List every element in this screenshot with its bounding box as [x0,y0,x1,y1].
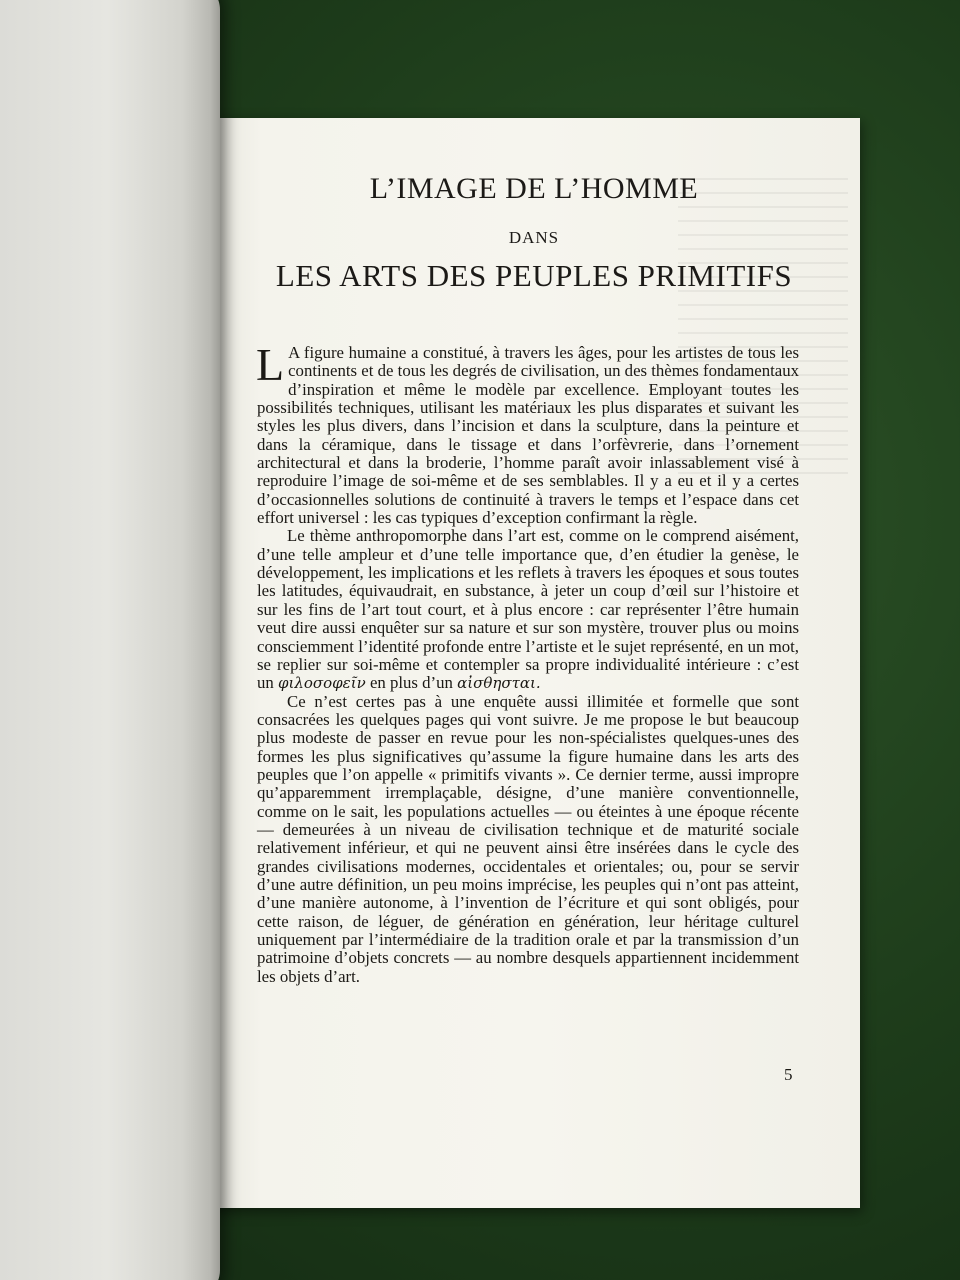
drop-cap: L [256,339,285,390]
paragraph-1 [256,339,799,528]
paragraph-2 [257,527,799,692]
paragraph-2-mid: en plus d’un [369,673,453,693]
left-page-edge [0,0,220,1280]
page-title-line-1: L’IMAGE DE L’HOMME [369,172,699,205]
book-page [208,118,860,1208]
paragraph-2-text: Le thème anthropomorphe dans l’art est, comme on le comprend aisément, d’une telle ampleur et d’une telle importance que, d’en étudier la genèse, le développement, les implications et les reflets à travers les époques et sous toutes les latitudes, équivaudrait, en substance, à jeter un coup d’œil sur l’histoire et sur les fins de l’art tout court, et à plus encore : car représenter l’être humain veut dire aussi enquêter sur sa nature et sur son mystère, trouver plus ou moins consciemment l’identité profonde entre l’artiste et le sujet représenté, en un mot, se replier sur soi-même et contempler sa propre individualité intérieure : c’est un [257,526,799,693]
paragraph-3 [257,693,799,987]
page-title-line-2: LES ARTS DES PEUPLES PRIMITIFS [275,258,793,293]
paragraph-1-text: A figure humaine a constitué, à travers les âges, pour les artistes de tous les continents et de tous les degrés de civilisation, un des thèmes fondamentaux d’inspiration et même le modèle par excellence. Employant toutes les possibilités techniques, utilisant les matériaux les plus disparates et suivant les styles les plus divers, dans l’incision et dans la sculpture, dans la peinture et dans la céramique, dans le tissage et dans l’orfèvrerie, dans l’ornement architectural et dans la broderie, l’homme paraît avoir inlassablement visé à reproduire l’image de soi-même et de ses semblables. Il y a eu et il y a certes d’occasionnelles solutions de continuité à travers le temps et l’espace dans cet effort universel : les cas typiques d’exception confirmant la règle. [257,343,799,528]
paragraph-3-text: Ce n’est certes pas à une enquête aussi illimitée et formelle que sont consacrées les quelques pages qui vont suivre. Je me propose le but beaucoup plus modeste de passer en revue pour les non-spécialistes quelques-unes des formes les plus significatives qu’assume la figure humaine dans les arts des peuples que l’on appelle « primitifs vivants ». Ce dernier terme, aussi impropre qu’apparemment irremplaçable, désigne, d’une manière conventionnelle, comme on le sait, les populations actuelles — ou éteintes à une époque récente — demeurées à un niveau de civilisation technique et de maturité sociale relativement inférieur, et qui ne peuvent ainsi être insérées dans le cycle des grandes civilisations modernes, occidentales et orientales; ou, pour se servir d’une autre définition, un peu moins imprécise, les peuples qui n’ont pas atteint, d’une manière autonome, à l’invention de l’écriture et qui sont obligés, pour cette raison, de léguer, de génération en génération, leur héritage culturel uniquement par l’intermédiaire de la tradition orale et par la transmission d’un patrimoine d’objets concrets — au nombre desquels appartiennent incidemment les objets d’art. [257,691,799,986]
title-connector: DANS [508,228,560,247]
greek-word-aisthesthai: αἰσθησται. [457,674,541,693]
greek-word-philosophein: φιλοσοφεῖν [277,674,366,693]
page-number: 5 [784,1065,793,1084]
article-body [256,339,799,986]
